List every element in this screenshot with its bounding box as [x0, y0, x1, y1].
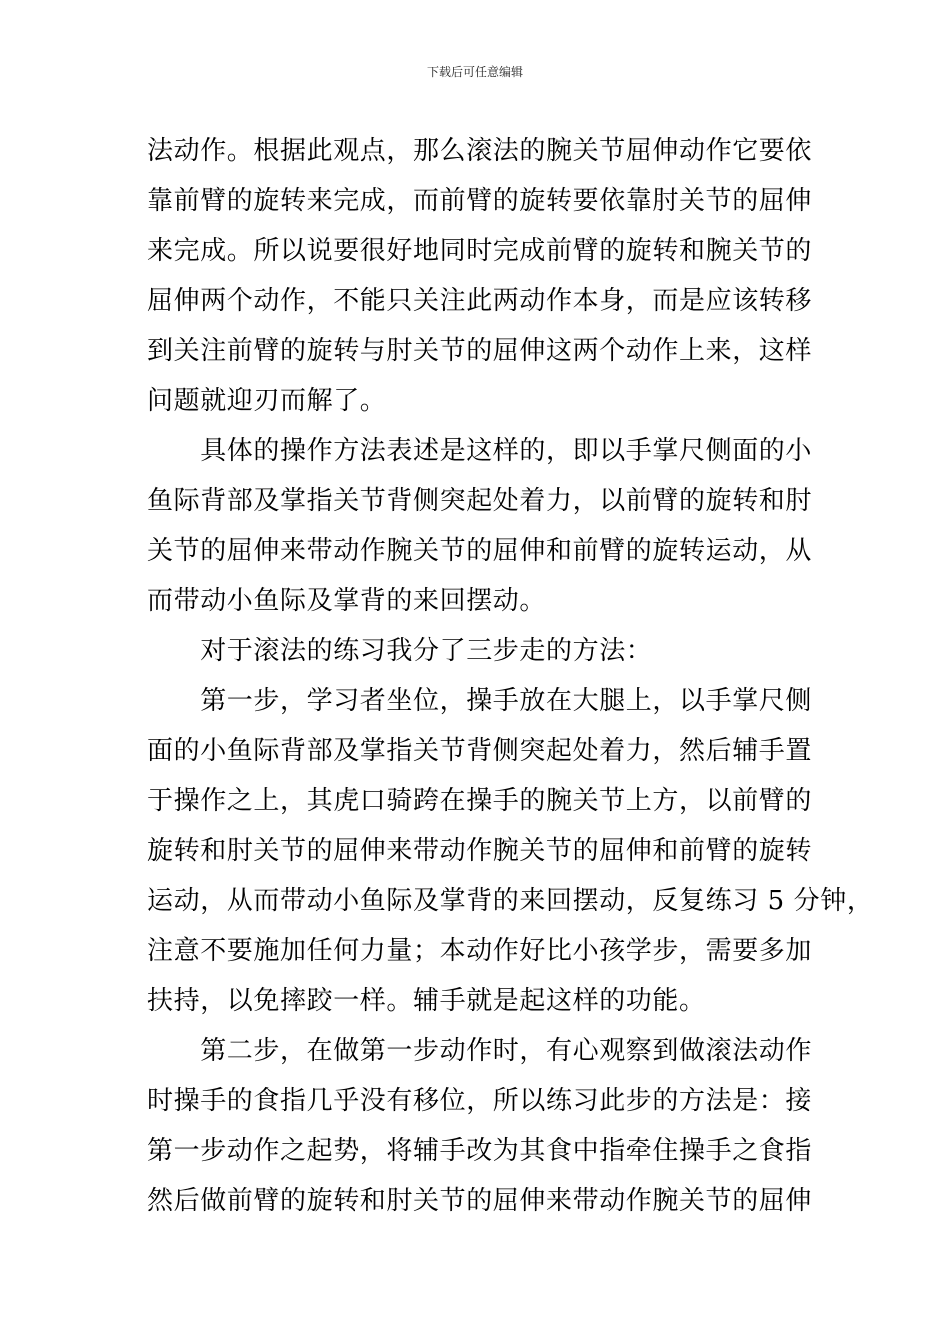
text-line: 屈伸两个动作，不能只关注此两动作本身，而是应该转移: [147, 286, 813, 316]
text-line: 具体的操作方法表述是这样的，即以手掌尺侧面的小: [147, 436, 813, 466]
text-line: 第一步，学习者坐位，操手放在大腿上，以手掌尺侧: [147, 686, 813, 716]
text-line: 对于滚法的练习我分了三步走的方法：: [147, 636, 653, 666]
text-line: 于操作之上，其虎口骑跨在操手的腕关节上方，以前臂的: [147, 786, 813, 816]
text-line: 运动，从而带动小鱼际及掌背的来回摆动，反复练习 5 分钟，: [147, 886, 874, 916]
text-line: 第一步动作之起势，将辅手改为其食中指牵住操手之食指: [147, 1136, 813, 1166]
document-body: [147, 126, 874, 1226]
text-line: 扶持，以免摔跤一样。辅手就是起这样的功能。: [147, 986, 706, 1016]
text-line: 第二步，在做第一步动作时，有心观察到做滚法动作: [147, 1036, 813, 1066]
text-line: 靠前臂的旋转来完成，而前臂的旋转要依靠肘关节的屈伸: [147, 186, 813, 216]
text-line: 注意不要施加任何力量；本动作好比小孩学步，需要多加: [147, 936, 813, 966]
text-line: 然后做前臂的旋转和肘关节的屈伸来带动作腕关节的屈伸: [147, 1186, 813, 1216]
text-line: 鱼际背部及掌指关节背侧突起处着力，以前臂的旋转和肘: [147, 486, 813, 516]
text-line: 时操手的食指几乎没有移位，所以练习此步的方法是：接: [147, 1086, 813, 1116]
text-line: 到关注前臂的旋转与肘关节的屈伸这两个动作上来，这样: [147, 336, 813, 366]
text-line: 法动作。根据此观点，那么滚法的腕关节屈伸动作它要依: [147, 136, 813, 166]
page-header: 下载后可任意编辑: [426, 65, 523, 79]
text-line: 面的小鱼际背部及掌指关节背侧突起处着力，然后辅手置: [147, 736, 813, 766]
text-line: 关节的屈伸来带动作腕关节的屈伸和前臂的旋转运动，从: [147, 536, 813, 566]
text-line: 旋转和肘关节的屈伸来带动作腕关节的屈伸和前臂的旋转: [147, 836, 813, 866]
text-line: 问题就迎刃而解了。: [147, 386, 387, 416]
text-line: 而带动小鱼际及掌背的来回摆动。: [147, 586, 547, 616]
text-line: 来完成。所以说要很好地同时完成前臂的旋转和腕关节的: [147, 236, 813, 266]
